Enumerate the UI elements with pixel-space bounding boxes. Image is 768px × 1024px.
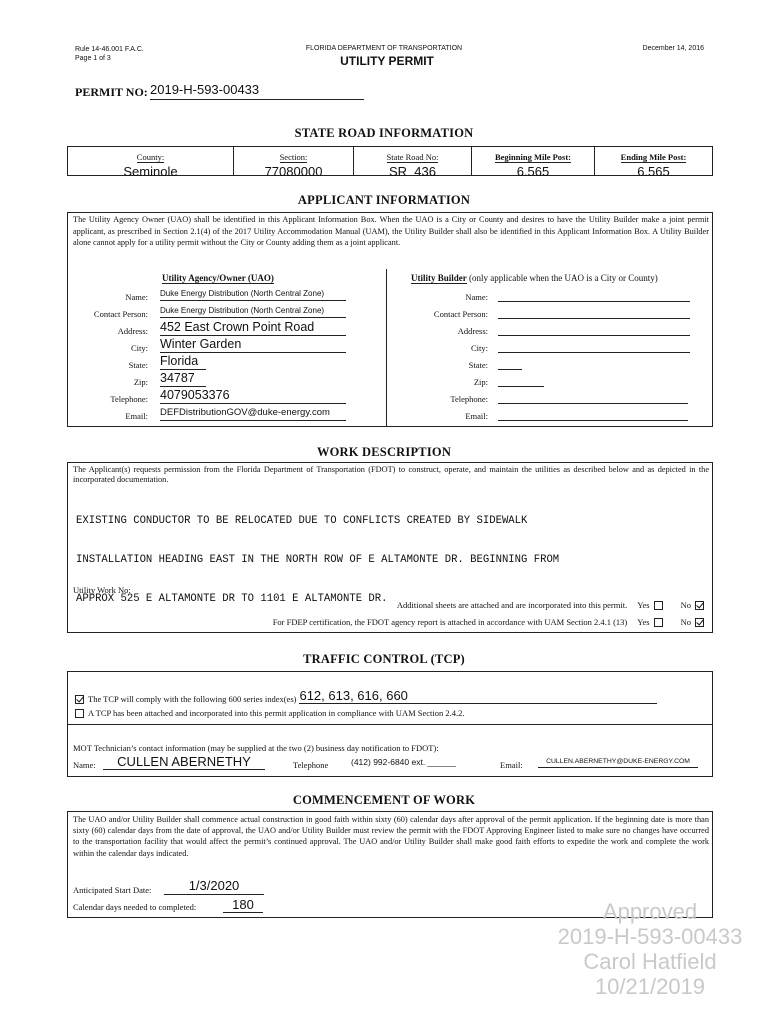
uao-zip-label: Zip: [133, 377, 148, 387]
utility-work-no-label: Utility Work No: [73, 585, 131, 595]
additional-sheets-row [397, 600, 704, 610]
tcp-attached-checkbox[interactable] [75, 709, 84, 718]
uao-address-label: Address: [117, 326, 148, 336]
uao-email-field[interactable]: DEFDistributionGOV@duke-energy.com [160, 406, 346, 421]
state-road-table [67, 146, 713, 179]
work-line-3: APPROX 525 E ALTAMONTE DR TO 1101 E ALTAMONTE DR. [76, 593, 388, 605]
page-number: Page 1 of 3 [75, 55, 111, 62]
uao-name-label: Name: [125, 292, 148, 302]
state-road-cell [354, 147, 472, 179]
section-value[interactable]: 77080000 [264, 164, 323, 179]
commencement-heading: COMMENCEMENT OF WORK [292, 793, 476, 807]
uao-city-label: City: [130, 343, 148, 353]
tcp-index-row [75, 689, 657, 704]
tcp-attached-row [75, 708, 465, 718]
builder-address-label: Address: [457, 326, 488, 336]
builder-note: (only applicable when the UAO is a City or County) [466, 273, 658, 283]
applicant-intro: The Utility Agency Owner (UAO) shall be identified in this Applicant Information Box. When the UAO is a City or County and desires to have the Utility Builder make a joint permit applicant, as prescribed in Section 2.1(4) of the 2017 Utility Accommodation Manual (UAM), the Utility Builder shall also be identified in this Applicant Information Box. A Utility Builder alone cannot apply for a utility permit without the City or County adding them as a joint applicant. [73, 215, 709, 248]
builder-email-field[interactable] [498, 410, 688, 421]
page-title: UTILITY PERMIT [340, 54, 434, 68]
mot-phone-field[interactable]: (412) 992-6840 ext. ______ [351, 757, 456, 767]
begin-mile-label: Beginning Mile Post: [494, 152, 572, 162]
work-box [67, 462, 713, 633]
calendar-days-field[interactable]: 180 [223, 897, 263, 913]
builder-city-field[interactable] [498, 342, 690, 353]
additional-yes-checkbox[interactable] [654, 601, 663, 610]
section-label: Section: [279, 152, 308, 162]
tcp-heading: TRAFFIC CONTROL (TCP) [303, 652, 465, 666]
state-road-label: State Road No: [386, 152, 439, 162]
work-line-1: EXISTING CONDUCTOR TO BE RELOCATED DUE TO CONFLICTS CREATED BY SIDEWALK [76, 515, 528, 527]
mot-phone-label: Telephone [293, 760, 329, 770]
builder-name-field[interactable] [498, 291, 690, 302]
county-cell [68, 147, 234, 179]
builder-title-line [411, 273, 658, 283]
agency-name: FLORIDA DEPARTMENT OF TRANSPORTATION [305, 45, 463, 52]
applicant-box [67, 212, 713, 427]
begin-mile-value[interactable]: 6.565 [516, 164, 550, 179]
uao-contact-field[interactable]: Duke Energy Distribution (North Central Zone) [160, 304, 346, 318]
fdep-text: For FDEP certification, the FDOT agency report is attached in accordance with UAM Section 2.4.1 (13) [272, 617, 628, 627]
uao-telephone-field[interactable]: 4079053376 [160, 387, 346, 404]
work-heading: WORK DESCRIPTION [316, 445, 452, 459]
mot-info-text: MOT Technician’s contact information (may be supplied at the two (2) business day notification to FDOT): [73, 743, 439, 753]
mot-name-field[interactable]: CULLEN ABERNETHY [103, 754, 265, 770]
mot-email-field[interactable]: CULLEN.ABERNETHY@DUKE-ENERGY.COM [538, 756, 698, 768]
uao-contact-label: Contact Person: [93, 309, 148, 319]
county-value[interactable]: Seminole [123, 164, 178, 179]
builder-name-label: Name: [465, 292, 488, 302]
permit-label: PERMIT NO: [75, 85, 148, 99]
builder-zip-label: Zip: [473, 377, 488, 387]
uao-name-field[interactable]: Duke Energy Distribution (North Central Zone) [160, 287, 346, 301]
fdep-no-label: No [680, 617, 691, 627]
uao-city-field[interactable]: Winter Garden [160, 336, 346, 353]
additional-no-label: No [680, 600, 691, 610]
end-mile-value[interactable]: 6.565 [637, 164, 670, 179]
builder-state-field[interactable] [498, 359, 522, 370]
form-date: December 14, 2016 [642, 45, 704, 52]
calendar-days-label: Calendar days needed to completed: [73, 902, 197, 912]
fdep-row [273, 617, 704, 627]
county-label: County: [136, 152, 165, 162]
start-date-field[interactable]: 1/3/2020 [164, 878, 264, 895]
work-line-2: INSTALLATION HEADING EAST IN THE NORTH ROW OF E ALTAMONTE DR. BEGINNING FROM [76, 554, 560, 566]
additional-no-checkbox[interactable] [695, 601, 704, 610]
builder-address-field[interactable] [498, 325, 690, 336]
additional-yes-label: Yes [637, 600, 650, 610]
builder-contact-field[interactable] [498, 308, 690, 319]
uao-zip-field[interactable]: 34787 [160, 370, 206, 387]
tcp-index-checkbox[interactable] [75, 695, 84, 704]
approval-stamp [545, 899, 755, 999]
tcp-attached-text: A TCP has been attached and incorporated into this permit application in compliance with UAM Section 2.4.2. [88, 708, 465, 718]
tcp-index-text: The TCP will comply with the following 600 series index(es) [88, 694, 297, 704]
tcp-indexes-field[interactable]: 612, 613, 616, 660 [299, 689, 657, 704]
start-date-label: Anticipated Start Date: [73, 885, 152, 895]
fdep-no-checkbox[interactable] [695, 618, 704, 627]
permit-number[interactable]: 2019-H-593-00433 [150, 82, 364, 100]
applicant-divider [386, 269, 387, 426]
tcp-box [67, 671, 713, 777]
builder-telephone-label: Telephone: [450, 394, 488, 404]
rule-text: Rule 14-46.001 F.A.C. [75, 46, 144, 53]
stamp-approved: Approved [602, 899, 698, 924]
stamp-permit-number: 2019-H-593-00433 [557, 924, 743, 949]
applicant-heading: APPLICANT INFORMATION [297, 193, 471, 207]
stamp-approver: Carol Hatfield [583, 949, 717, 974]
state-road-value[interactable]: SR 436 [389, 164, 436, 179]
builder-email-label: Email: [465, 411, 488, 421]
builder-state-label: State: [468, 360, 488, 370]
uao-state-field[interactable]: Florida [160, 353, 206, 370]
builder-contact-label: Contact Person: [433, 309, 488, 319]
builder-telephone-field[interactable] [498, 393, 688, 404]
commencement-text: The UAO and/or Utility Builder shall commence actual construction in good faith within sixty (60) calendar days after approval of the permit application. If the beginning date is more than sixty (60) calendar days from the date of approval, the UAO and/or Utility Builder must review the permit with the FDOT Approving Engineer listed to make sure no changes have occurred to the transportation facility that would affect the permit’s continued approval. The UAO and/or Utility Builder shall make good faith efforts to expedite the work and complete the work within the calendar days indicated. [73, 815, 709, 858]
begin-mile-cell [472, 147, 595, 179]
work-description-text[interactable] [76, 489, 559, 632]
uao-address-field[interactable]: 452 East Crown Point Road [160, 319, 346, 336]
end-mile-label: Ending Mile Post: [620, 152, 687, 162]
section-cell [234, 147, 354, 179]
end-mile-cell [595, 147, 712, 179]
builder-title: Utility Builder [411, 273, 467, 283]
additional-sheets-text: Additional sheets are attached and are incorporated into this permit. [396, 600, 628, 610]
mot-name-label: Name: [73, 760, 96, 770]
uao-telephone-label: Telephone: [110, 394, 148, 404]
stamp-date: 10/21/2019 [594, 974, 706, 999]
builder-zip-field[interactable] [498, 376, 544, 387]
mot-email-label: Email: [500, 760, 523, 770]
fdep-yes-checkbox[interactable] [654, 618, 663, 627]
uao-title: Utility Agency/Owner (UAO) [162, 273, 274, 283]
fdep-yes-label: Yes [637, 617, 650, 627]
uao-email-label: Email: [125, 411, 148, 421]
tcp-divider [68, 724, 712, 725]
uao-state-label: State: [128, 360, 148, 370]
work-intro: The Applicant(s) requests permission from the Florida Department of Transportation (FDOT) to construct, operate, and maintain the utilities as described below and as depicted in the incorporated documentation. [73, 465, 709, 484]
builder-city-label: City: [470, 343, 488, 353]
state-road-heading: STATE ROAD INFORMATION [294, 126, 474, 140]
